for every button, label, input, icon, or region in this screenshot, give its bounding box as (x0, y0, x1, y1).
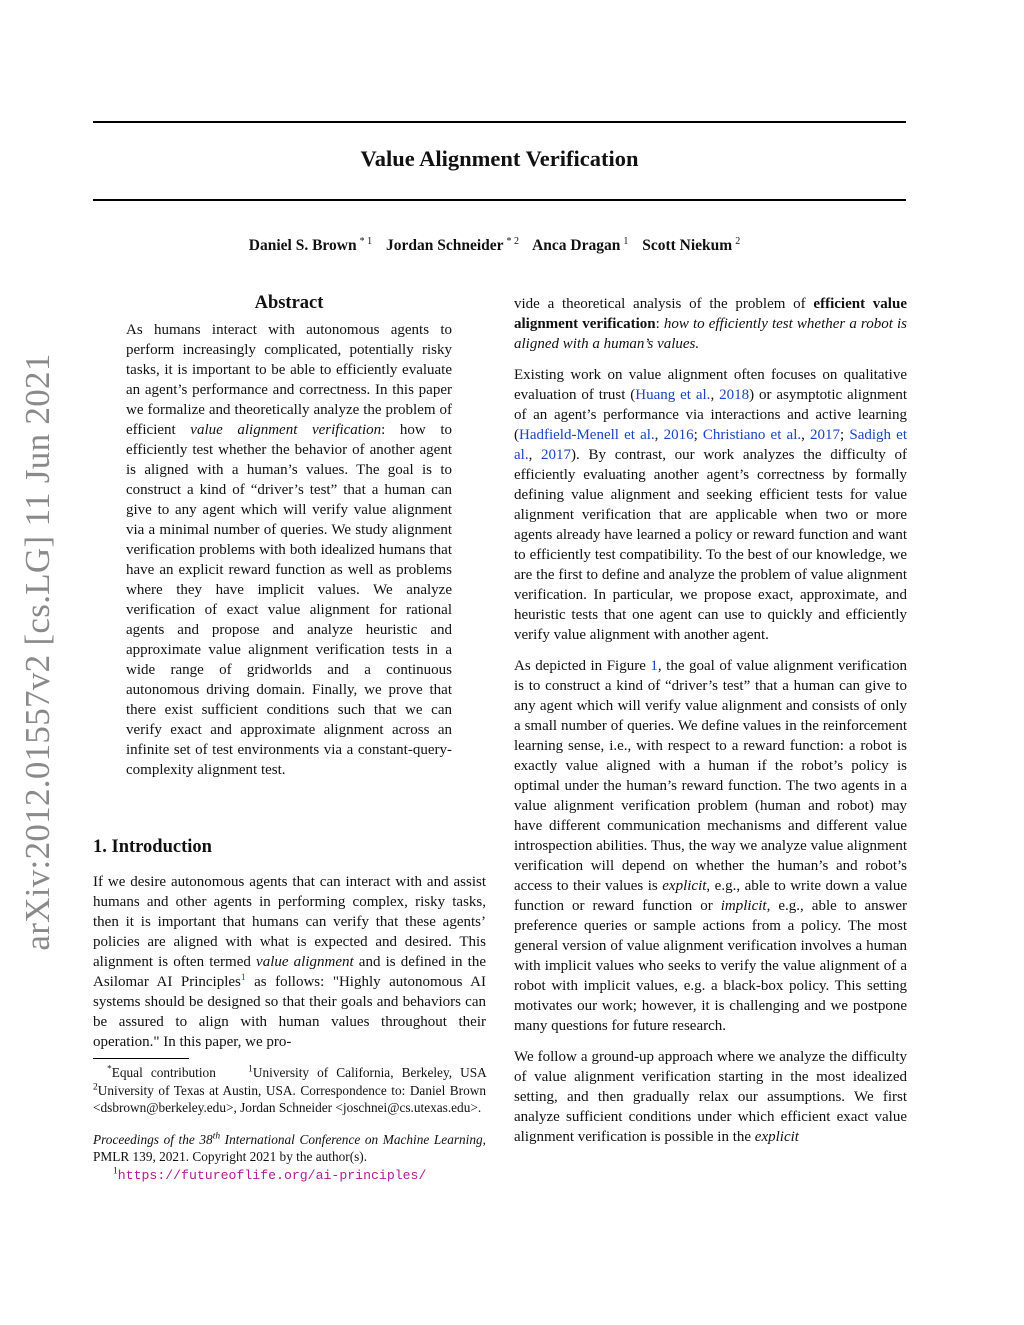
title-rule-bottom (93, 199, 906, 201)
body-text: ). By contrast, our work analyzes the difficulty of efficiently evaluating another agent’s correctness by formally defining value alignment and seeking efficient tests for value alignment verification that are applicable when two or more agents already have learned a policy or reward function and want to efficiently test compatibility. To the best of our knowledge, we are the first to define and analyze the problem of value alignment verification. In particular, we propose exact, approximate, and heuristic tests that one agent can use to quickly and efficiently verify value alignment with another agent. (514, 447, 908, 643)
author-affiliation: * 1 (359, 236, 373, 247)
citation-year-link[interactable]: 2017 (810, 427, 841, 443)
body-paragraph (514, 294, 907, 354)
author-affiliation: * 2 (506, 236, 520, 247)
footnote-proceedings (93, 1131, 486, 1166)
citation-year-link[interactable]: 2018 (719, 387, 750, 403)
body-text: , the goal of value alignment verification is to construct a kind of “driver’s test” that a human can give to any agent which will verify value alignment and consists of only a small number of queries. We define values in the reinforcement learning sense, i.e., with respect to a reward function: a robot is exactly value aligned with a human if the robot’s policy is optimal under the human’s reward function. The two agents in a value alignment verification problem (human and robot) may have different communication mechanisms and different value introspection abilities. Thus, the way we analyze value alignment verification will depend on whether the human’s and robot’s access to their values is (514, 658, 908, 894)
footnote-text: University of California, Berkeley, USA (252, 1065, 487, 1080)
body-emphasis: explicit (754, 1129, 799, 1145)
intro-text: as follows: "Highly autonomous AI systems should be designed so that their goals and behaviors can be assured to align with human values throughout their operation." In this paper, we pro- (93, 974, 486, 1050)
footnote-text: Proceedings of the 38 (93, 1131, 213, 1147)
footnote-text: University of Texas at Austin, USA. Correspondence to: Daniel Brown <dsbrown@berkeley.edu>, Jordan Schneider <joschnei@cs.utexas.edu>. (93, 1082, 486, 1115)
footnote-mark: * (107, 1064, 112, 1075)
citation-year-link[interactable]: 2017 (541, 447, 572, 463)
citation-link[interactable]: Huang et al. (635, 387, 711, 403)
body-text: We follow a ground-up approach where we analyze the difficulty of value alignment verification starting in the most idealized setting, and then gradually relax our assumptions. We first analyze sufficient conditions under which efficient exact value alignment verification is possible in the (514, 1049, 907, 1145)
paper-title: Value Alignment Verification (360, 146, 639, 171)
footnote-affiliations (93, 1064, 486, 1117)
citation-link[interactable]: Sadigh et al. (514, 427, 908, 463)
author-name: Jordan Schneider (385, 237, 504, 255)
footnote-url (93, 1166, 486, 1185)
citation-link[interactable]: Christiano et al. (702, 427, 802, 443)
title-rule-top (93, 121, 906, 123)
intro-column (93, 872, 486, 1052)
footnotes (93, 1064, 486, 1184)
section-heading-introduction: 1. Introduction (93, 837, 212, 857)
intro-text: If we desire autonomous agents that can interact with and assist humans and other agents in performing complex, risky tasks, then it is important that humans can verify that these agents’ policies are aligned with what is expected and desired. This alignment is often termed (93, 874, 486, 970)
abstract-body (126, 320, 452, 780)
body-text: , e.g., able to answer preference queries or sample actions from a policy. The most general version of value alignment verification involves a human with implicit values who seeks to verify the value alignment of a robot with implicit values, e.g. a black-box policy. This setting motivates our work; however, it is challenging and we postpone many questions for future research. (514, 898, 908, 1034)
figure-link[interactable]: 1 (650, 658, 658, 674)
abstract-text: As humans interact with autonomous agents to perform increasingly complicated, potentially risky tasks, it is important to be able to efficiently evaluate an agent’s performance and correctness. In this paper we formalize and theoretically analyze the problem of efficient (126, 322, 452, 438)
body-emphasis: how to efficiently test whether a robot is aligned with a human’s values. (514, 316, 907, 352)
right-column (514, 294, 907, 1147)
arxiv-stamp-text: arXiv:2012.01557v2 [cs.LG] 11 Jun 2021 (18, 353, 57, 951)
abstract-heading: Abstract (254, 293, 324, 313)
author-affiliation: 1 (623, 236, 629, 247)
abstract-text: : how to efficiently test whether the behavior of another agent is aligned with a human’s values. The goal is to construct a kind of “driver’s test” that a human can give to any agent which will verify value alignment via a minimal number of queries. We study alignment verification problems with both idealized humans that have an explicit reward function as well as problems where they have implicit values. We analyze verification of exact value alignment for rational agents and propose and analyze heuristic and approximate value alignment verification tests in a wide range of gridworlds and a continuous autonomous driving domain. Finally, we prove that there exist sufficient conditions such that we can verify exact and approximate alignment across an infinite set of test environments via a constant-query-complexity alignment test. (126, 422, 452, 778)
footnote-mark: 2 (93, 1082, 98, 1093)
body-text: : (655, 316, 664, 332)
body-emphasis: explicit (662, 878, 707, 894)
body-text: vide a theoretical analysis of the problem of (514, 296, 814, 312)
intro-text: and is defined in the Asilomar AI Principles (93, 954, 486, 990)
footnote-link[interactable]: 1 (240, 973, 246, 983)
citation-year-link[interactable]: 2016 (663, 427, 694, 443)
body-text: Existing work on value alignment often focuses on qualitative evaluation of trust ( (514, 367, 907, 403)
footnote-text: Equal contribution (111, 1065, 216, 1080)
abstract-emphasis: value alignment verification (190, 422, 382, 438)
body-bold: efficient value alignment verification (514, 296, 907, 332)
body-paragraph (514, 656, 907, 1036)
author-name: Anca Dragan (532, 237, 621, 255)
footnote-url-link[interactable]: https://futureoflife.org/ai-principles/ (117, 1167, 427, 1183)
citation-link[interactable]: Hadfield-Menell et al. (519, 427, 655, 443)
intro-emphasis: value alignment (256, 954, 354, 970)
author-name: Scott Niekum (642, 237, 733, 255)
author-affiliation: 2 (735, 236, 741, 247)
intro-paragraph (93, 872, 486, 1052)
body-emphasis: implicit (720, 898, 767, 914)
footnote-mark: 1 (113, 1166, 118, 1177)
body-text: ) or asymptotic alignment of an agent’s performance via interactions and active learning ( (514, 387, 908, 443)
footnote-rule (93, 1058, 189, 1059)
footnote-text: International Conference on Machine Learning (220, 1131, 483, 1147)
body-text: As depicted in Figure (514, 658, 651, 674)
body-paragraph (514, 1047, 907, 1147)
author-name: Daniel S. Brown (248, 237, 357, 255)
author-list (93, 236, 906, 255)
footnote-text: , PMLR 139, 2021. Copyright 2021 by the author(s). (93, 1131, 486, 1164)
footnote-mark: th (212, 1131, 221, 1142)
abstract-paragraph (126, 320, 452, 780)
body-paragraph: Existing work on value alignment often focuses on qualitative evaluation of trust (Huang et al., 2018) or asymptotic alignment of an agent’s performance via interactions and active learning (Hadfield-Menell et al., 2016; Christiano et al., 2017; Sadigh et al., 2017). By contrast, our work analyzes the difficulty of efficiently evaluating another agent’s correctness by formally defining value alignment and seeking efficient tests for value alignment verification that are applicable when two or more agents already have learned a policy or reward function and want to efficiently test compatibility. To the best of our knowledge, we are the first to define and analyze the problem of value alignment verification. In particular, we propose exact, approximate, and heuristic tests that one agent can use to quickly and efficiently verify value alignment with another agent. (514, 367, 908, 643)
footnote-mark: 1 (248, 1064, 253, 1075)
body-text: , e.g., able to write down a value function or reward function or (514, 878, 907, 914)
